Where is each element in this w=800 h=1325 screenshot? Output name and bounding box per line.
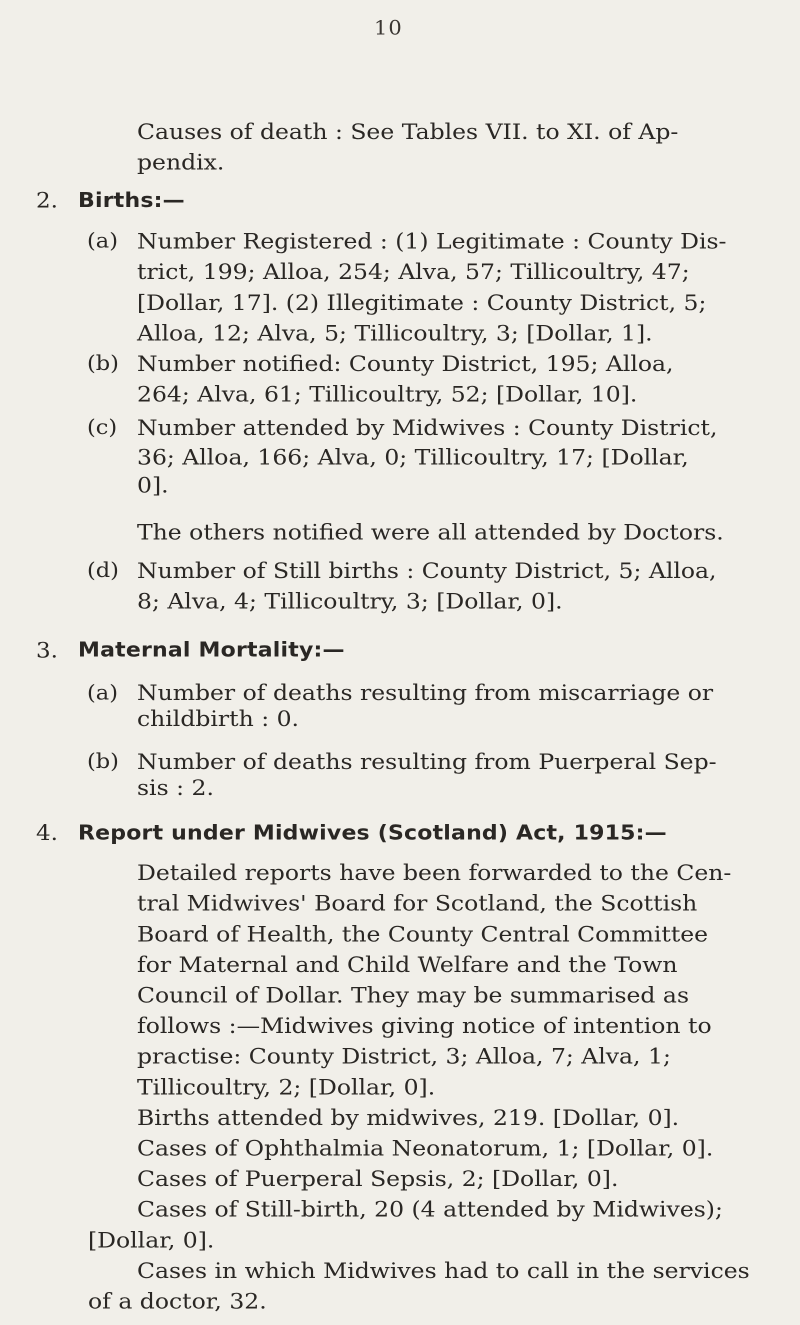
entry-line: Cases of Still-birth, 20 (4 attended by Midwives); — [137, 1196, 723, 1223]
item-note: The others notified were all attended by Doctors. — [137, 519, 724, 546]
item-line: Number of Still births : County District, 5; Alloa, — [137, 557, 717, 584]
entry-line: [Dollar, 0]. — [88, 1226, 215, 1253]
item-line: Alloa, 12; Alva, 5; Tillicoultry, 3; [Dollar, 1]. — [137, 319, 653, 346]
item-line: Number attended by Midwives : County District, — [137, 414, 718, 441]
intro-line: pendix. — [137, 149, 225, 176]
section-number: 3. — [36, 638, 58, 664]
item-line: Number of deaths resulting from Puerperal Sep- — [137, 748, 717, 775]
item-label: (c) — [87, 415, 118, 440]
section-heading-midwives-act: Report under Midwives (Scotland) Act, 1915:— — [78, 821, 667, 845]
item-line: 36; Alloa, 166; Alva, 0; Tillicoultry, 17; [Dollar, — [137, 444, 689, 471]
item-line: 264; Alva, 61; Tillicoultry, 52; [Dollar, 10]. — [137, 381, 638, 408]
entry-line: Births attended by midwives, 219. [Dollar, 0]. — [137, 1104, 680, 1131]
intro-line: Causes of death : See Tables VII. to XI. of Ap- — [137, 118, 679, 145]
item-label: (d) — [87, 558, 119, 583]
paragraph-line: practise: County District, 3; Alloa, 7; Alva, 1; — [137, 1043, 671, 1070]
entry-line: Cases in which Midwives had to call in the services — [137, 1257, 750, 1284]
item-label: (b) — [87, 351, 119, 376]
section-number: 4. — [36, 821, 58, 846]
paragraph-line: Board of Health, the County Central Committee — [137, 920, 709, 947]
entry-line: Cases of Puerperal Sepsis, 2; [Dollar, 0]. — [137, 1165, 619, 1192]
item-line: Number notified: County District, 195; Alloa, — [137, 350, 674, 377]
item-line: 0]. — [137, 472, 169, 499]
paragraph-line: for Maternal and Child Welfare and the Town — [137, 951, 678, 978]
item-label: (a) — [87, 680, 118, 705]
item-label: (b) — [87, 749, 119, 774]
section-heading-maternal-mortality: Maternal Mortality:— — [78, 638, 345, 663]
paragraph-line: follows :—Midwives giving notice of intention to — [137, 1012, 712, 1039]
page-number: 10 — [374, 16, 403, 39]
section-number: 2. — [36, 189, 58, 214]
item-label: (a) — [87, 229, 118, 254]
item-line: sis : 2. — [137, 774, 214, 801]
item-line: trict, 199; Alloa, 254; Alva, 57; Tillicoultry, 47; — [137, 258, 690, 285]
paragraph-line: Tillicoultry, 2; [Dollar, 0]. — [137, 1073, 436, 1100]
paragraph-line: Detailed reports have been forwarded to the Cen- — [137, 859, 732, 886]
item-line: Number Registered : (1) Legitimate : County Dis- — [137, 228, 727, 255]
item-line: 8; Alva, 4; Tillicoultry, 3; [Dollar, 0]. — [137, 587, 563, 614]
entry-line: Cases of Ophthalmia Neonatorum, 1; [Dollar, 0]. — [137, 1135, 714, 1162]
item-line: [Dollar, 17]. (2) Illegitimate : County District, 5; — [137, 289, 707, 316]
paragraph-line: tral Midwives' Board for Scotland, the Scottish — [137, 890, 698, 917]
item-line: Number of deaths resulting from miscarriage or — [137, 679, 714, 706]
item-line: childbirth : 0. — [137, 705, 300, 732]
paragraph-line: Council of Dollar. They may be summarised as — [137, 982, 689, 1009]
entry-line: of a doctor, 32. — [88, 1288, 267, 1315]
section-heading-births: Births:— — [78, 189, 185, 213]
